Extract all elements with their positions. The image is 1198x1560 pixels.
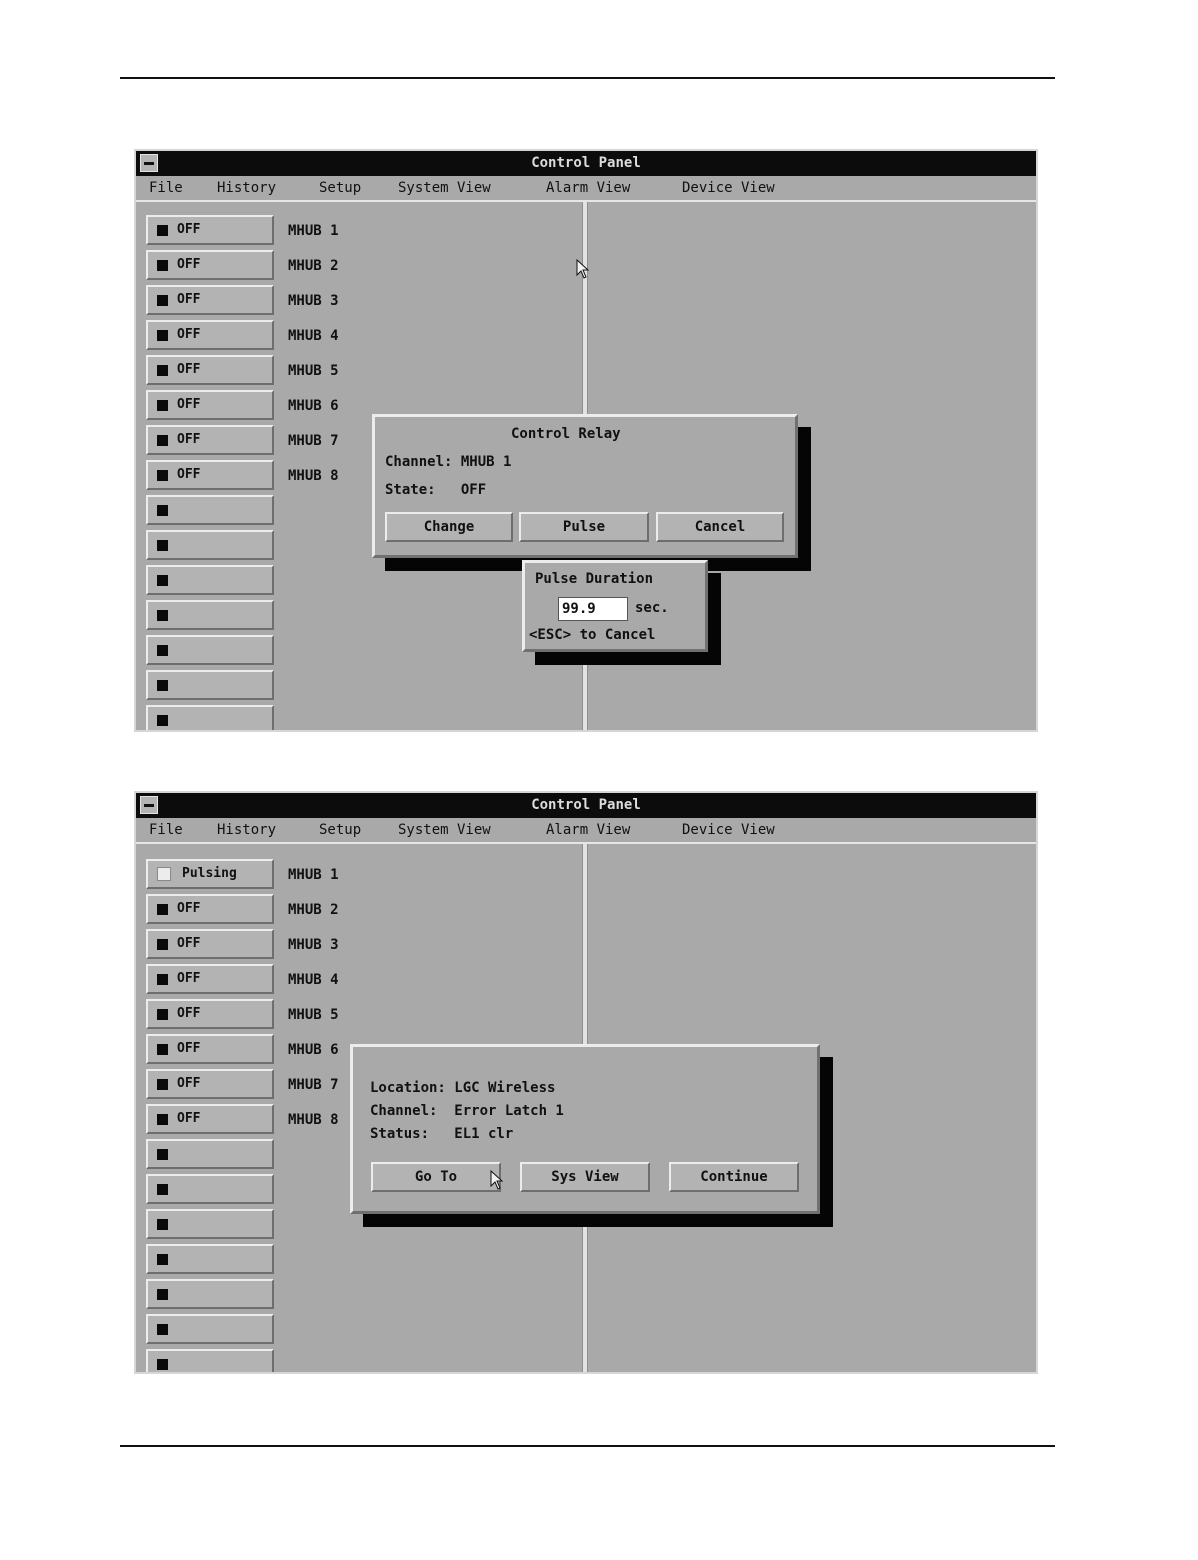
relay-state: OFF: [177, 971, 201, 986]
relay-indicator-icon: [157, 1044, 168, 1055]
channel-label: MHUB 6: [288, 1042, 339, 1058]
menu-file[interactable]: File: [149, 822, 183, 838]
alarm-location-line: Location: LGC Wireless: [370, 1080, 556, 1096]
relay-button[interactable]: [146, 460, 274, 490]
menu-history[interactable]: History: [217, 180, 277, 196]
relay-button[interactable]: [146, 1069, 274, 1099]
menu-system-view[interactable]: System View: [398, 822, 491, 838]
relay-button[interactable]: [146, 390, 274, 420]
menu-system-view[interactable]: System View: [398, 180, 491, 196]
relay-indicator-icon: [157, 715, 168, 726]
relay-indicator-icon: [157, 939, 168, 950]
menu-bar: [136, 818, 1036, 844]
relay-indicator-icon: [157, 470, 168, 481]
relay-indicator-icon: [157, 867, 171, 881]
relay-indicator-icon: [157, 505, 168, 516]
relay-state: OFF: [177, 1006, 201, 1021]
menu-device-view[interactable]: Device View: [682, 180, 775, 196]
control-panel-window-2: [134, 791, 1038, 1374]
mouse-pointer-icon: [576, 259, 590, 279]
relay-state: OFF: [177, 257, 201, 272]
relay-indicator-icon: [157, 400, 168, 411]
menu-bar: [136, 176, 1036, 202]
pulse-duration-dialog: [522, 560, 708, 652]
channel-label: MHUB 8: [288, 468, 339, 484]
relay-state: OFF: [177, 327, 201, 342]
relay-state: OFF: [177, 222, 201, 237]
relay-state: OFF: [177, 432, 201, 447]
mouse-pointer-icon: [490, 1170, 504, 1190]
relay-button[interactable]: [146, 320, 274, 350]
title-bar: [136, 151, 1036, 176]
channel-label: MHUB 4: [288, 328, 339, 344]
window-title: Control Panel: [531, 797, 641, 813]
pulse-duration-hint: <ESC> to Cancel: [529, 627, 656, 643]
relay-button[interactable]: [146, 565, 274, 595]
relay-indicator-icon: [157, 260, 168, 271]
sys-view-button[interactable]: Sys View: [520, 1162, 650, 1192]
alarm-channel-line: Channel: Error Latch 1: [370, 1103, 564, 1119]
dialog-title: Control Relay: [511, 426, 621, 442]
relay-button[interactable]: [146, 929, 274, 959]
relay-button[interactable]: [146, 859, 274, 889]
relay-indicator-icon: [157, 680, 168, 691]
relay-button[interactable]: [146, 1034, 274, 1064]
dialog-state-line: State: OFF: [385, 482, 487, 498]
title-bar: [136, 793, 1036, 818]
system-menu-button[interactable]: [140, 154, 158, 172]
relay-indicator-icon: [157, 225, 168, 236]
relay-state: OFF: [177, 467, 201, 482]
dash-icon: [144, 804, 154, 807]
relay-button[interactable]: [146, 495, 274, 525]
relay-state: OFF: [177, 362, 201, 377]
relay-indicator-icon: [157, 1359, 168, 1370]
relay-button[interactable]: [146, 705, 274, 732]
go-to-button[interactable]: Go To: [371, 1162, 501, 1192]
channel-label: MHUB 5: [288, 1007, 339, 1023]
control-panel-window-1: [134, 149, 1038, 732]
channel-label: MHUB 4: [288, 972, 339, 988]
panel-content: [136, 202, 1036, 730]
relay-button[interactable]: [146, 1349, 274, 1374]
relay-button[interactable]: [146, 285, 274, 315]
relay-button[interactable]: [146, 250, 274, 280]
relay-state: OFF: [177, 1076, 201, 1091]
relay-button[interactable]: [146, 1244, 274, 1274]
relay-indicator-icon: [157, 645, 168, 656]
pulse-duration-unit: sec.: [635, 600, 669, 616]
relay-button[interactable]: [146, 530, 274, 560]
bottom-rule: [120, 1445, 1055, 1447]
relay-indicator-icon: [157, 904, 168, 915]
relay-button[interactable]: [146, 1279, 274, 1309]
relay-indicator-icon: [157, 330, 168, 341]
relay-state: Pulsing: [182, 866, 237, 881]
channel-label: MHUB 7: [288, 1077, 339, 1093]
menu-file[interactable]: File: [149, 180, 183, 196]
channel-label: MHUB 2: [288, 902, 339, 918]
window-title: Control Panel: [531, 155, 641, 171]
relay-button[interactable]: [146, 1314, 274, 1344]
relay-state: OFF: [177, 397, 201, 412]
relay-indicator-icon: [157, 974, 168, 985]
dash-icon: [144, 162, 154, 165]
relay-indicator-icon: [157, 1219, 168, 1230]
channel-label: MHUB 2: [288, 258, 339, 274]
channel-label: MHUB 8: [288, 1112, 339, 1128]
relay-indicator-icon: [157, 1289, 168, 1300]
continue-button[interactable]: Continue: [669, 1162, 799, 1192]
dialog-channel-line: Channel: MHUB 1: [385, 454, 512, 470]
relay-state: OFF: [177, 901, 201, 916]
pulse-duration-input[interactable]: [558, 597, 628, 621]
relay-indicator-icon: [157, 435, 168, 446]
menu-alarm-view[interactable]: Alarm View: [546, 180, 631, 196]
alarm-dialog: [350, 1044, 820, 1214]
change-button[interactable]: Change: [385, 512, 513, 542]
relay-indicator-icon: [157, 610, 168, 621]
pulse-duration-title: Pulse Duration: [535, 571, 654, 587]
menu-setup[interactable]: Setup: [319, 180, 362, 196]
alarm-status-line: Status: EL1 clr: [370, 1126, 514, 1142]
menu-history[interactable]: History: [217, 822, 277, 838]
relay-button[interactable]: [146, 355, 274, 385]
relay-button[interactable]: [146, 1209, 274, 1239]
relay-button[interactable]: [146, 670, 274, 700]
relay-indicator-icon: [157, 1254, 168, 1265]
control-relay-dialog: [372, 414, 798, 558]
channel-label: MHUB 1: [288, 867, 339, 883]
relay-indicator-icon: [157, 575, 168, 586]
system-menu-button[interactable]: [140, 796, 158, 814]
relay-state: OFF: [177, 292, 201, 307]
relay-indicator-icon: [157, 1009, 168, 1020]
relay-indicator-icon: [157, 540, 168, 551]
relay-indicator-icon: [157, 1324, 168, 1335]
relay-button[interactable]: [146, 964, 274, 994]
relay-indicator-icon: [157, 295, 168, 306]
menu-setup[interactable]: Setup: [319, 822, 362, 838]
relay-button[interactable]: [146, 635, 274, 665]
relay-button[interactable]: [146, 1174, 274, 1204]
relay-button[interactable]: [146, 894, 274, 924]
relay-button[interactable]: [146, 215, 274, 245]
channel-label: MHUB 5: [288, 363, 339, 379]
menu-device-view[interactable]: Device View: [682, 822, 775, 838]
relay-indicator-icon: [157, 1079, 168, 1090]
menu-alarm-view[interactable]: Alarm View: [546, 822, 631, 838]
pulse-button[interactable]: Pulse: [519, 512, 649, 542]
cancel-button[interactable]: Cancel: [656, 512, 784, 542]
relay-button[interactable]: [146, 600, 274, 630]
relay-state: OFF: [177, 936, 201, 951]
channel-label: MHUB 3: [288, 937, 339, 953]
relay-state: OFF: [177, 1111, 201, 1126]
top-rule: [120, 77, 1055, 79]
relay-button[interactable]: [146, 1104, 274, 1134]
channel-label: MHUB 1: [288, 223, 339, 239]
relay-indicator-icon: [157, 1184, 168, 1195]
relay-button[interactable]: [146, 425, 274, 455]
relay-indicator-icon: [157, 1114, 168, 1125]
channel-label: MHUB 7: [288, 433, 339, 449]
relay-indicator-icon: [157, 365, 168, 376]
relay-button[interactable]: [146, 1139, 274, 1169]
channel-label: MHUB 3: [288, 293, 339, 309]
relay-button[interactable]: [146, 999, 274, 1029]
panel-content: [136, 844, 1036, 1372]
channel-label: MHUB 6: [288, 398, 339, 414]
relay-indicator-icon: [157, 1149, 168, 1160]
relay-state: OFF: [177, 1041, 201, 1056]
